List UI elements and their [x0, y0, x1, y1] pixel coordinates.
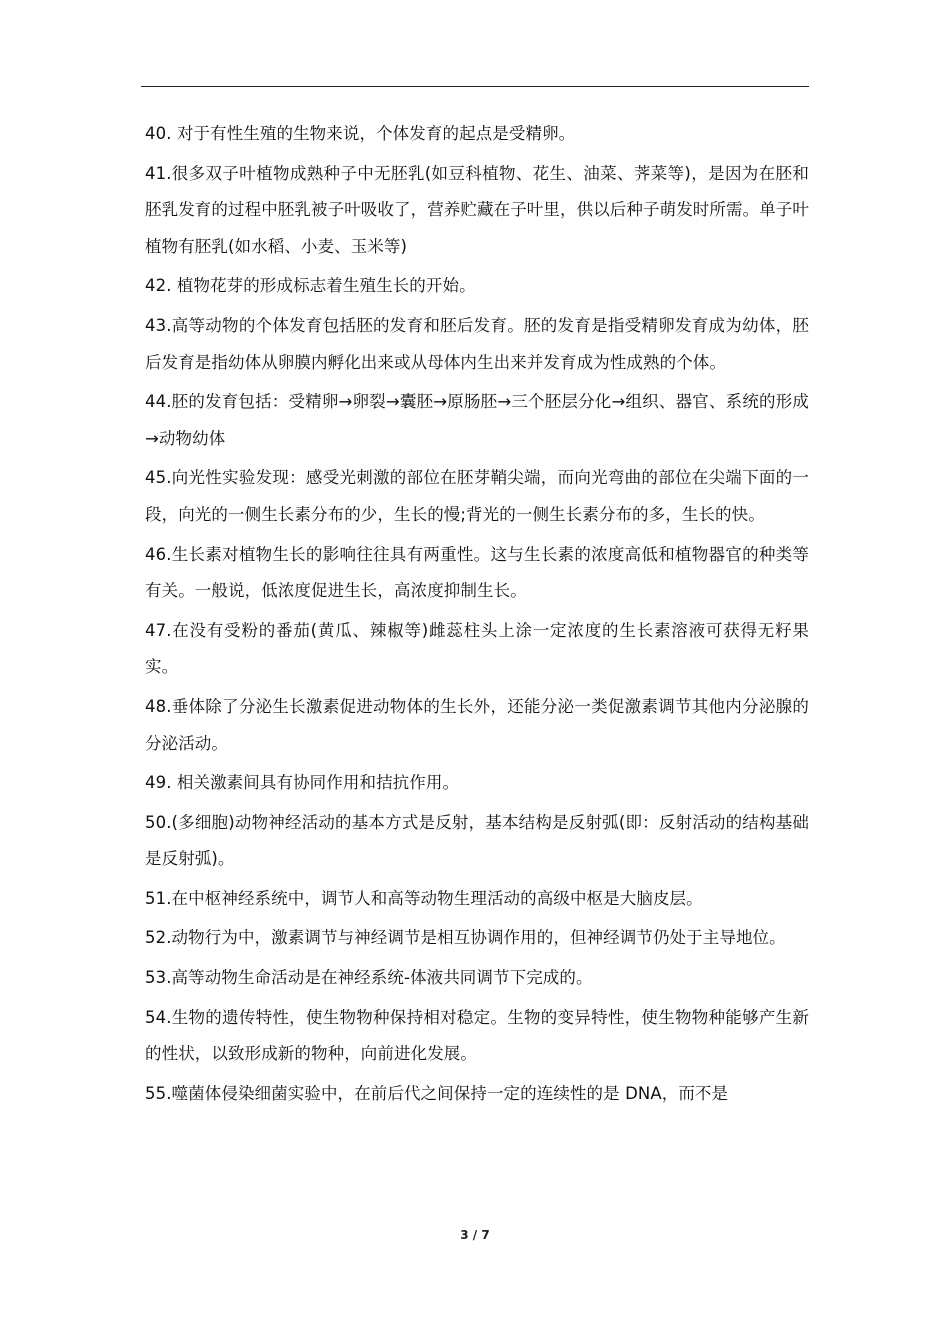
- paragraph-52: 52.动物行为中，激素调节与神经调节是相互协调作用的，但神经调节仍处于主导地位。: [145, 928, 786, 948]
- paragraph-47: 47.在没有受粉的番茄(黄瓜、辣椒等)雌蕊柱头上涂一定浓度的生长素溶液可获得无籽果实。: [145, 620, 809, 677]
- paragraph-50: 50.(多细胞)动物神经活动的基本方式是反射，基本结构是反射弧(即：反射活动的结构基础是反射弧)。: [145, 812, 809, 869]
- paragraph-55: 55.噬菌体侵染细菌实验中，在前后代之间保持一定的连续性的是 DNA，而不是: [145, 1083, 729, 1103]
- paragraph-51: 51.在中枢神经系统中，调节人和高等动物生理活动的高级中枢是大脑皮层。: [145, 888, 703, 908]
- paragraph-40: 40. 对于有性生殖的生物来说，个体发育的起点是受精卵。: [145, 124, 576, 143]
- page-number: 3 / 7: [460, 1228, 490, 1242]
- paragraph-41: 41.很多双子叶植物成熟种子中无胚乳(如豆科植物、花生、油菜、荠菜等)，是因为在胚和胚乳发育的过程中胚乳被子叶吸收了，营养贮藏在子叶里，供以后种子萌发时所需。单子叶植物有胚乳(如水稻、小麦、玉米等): [145, 163, 809, 256]
- paragraph-45: 45.向光性实验发现：感受光刺激的部位在胚芽鞘尖端，而向光弯曲的部位在尖端下面的一段，向光的一侧生长素分布的少，生长的慢;背光的一侧生长素分布的多，生长的快。: [145, 468, 809, 524]
- paragraph-53: 53.高等动物生命活动是在神经系统-体液共同调节下完成的。: [145, 968, 593, 988]
- paragraph-42: 42. 植物花芽的形成标志着生殖生长的开始。: [145, 276, 476, 296]
- document-body: [145, 116, 809, 1115]
- paragraph-46: 46.生长素对植物生长的影响往往具有两重性。这与生长素的浓度高低和植物器官的种类等有关。一般说，低浓度促进生长，高浓度抑制生长。: [145, 544, 809, 601]
- paragraph-48: 48.垂体除了分泌生长激素促进动物体的生长外，还能分泌一类促激素调节其他内分泌腺的分泌活动。: [145, 696, 809, 753]
- paragraph-43: 43.高等动物的个体发育包括胚的发育和胚后发育。胚的发育是指受精卵发育成为幼体，胚后发育是指幼体从卵膜内孵化出来或从母体内生出来并发育成为性成熟的个体。: [145, 315, 809, 372]
- paragraph-54: 54.生物的遗传特性，使生物物种保持相对稳定。生物的变异特性，使生物物种能够产生新的性状，以致形成新的物种，向前进化发展。: [145, 1007, 809, 1064]
- paragraph-49: 49. 相关激素间具有协同作用和拮抗作用。: [145, 773, 460, 793]
- paragraph-44: 44.胚的发育包括：受精卵→卵裂→囊胚→原肠胚→三个胚层分化→组织、器官、系统的形成→动物幼体: [145, 392, 809, 448]
- header-rule: [141, 86, 809, 87]
